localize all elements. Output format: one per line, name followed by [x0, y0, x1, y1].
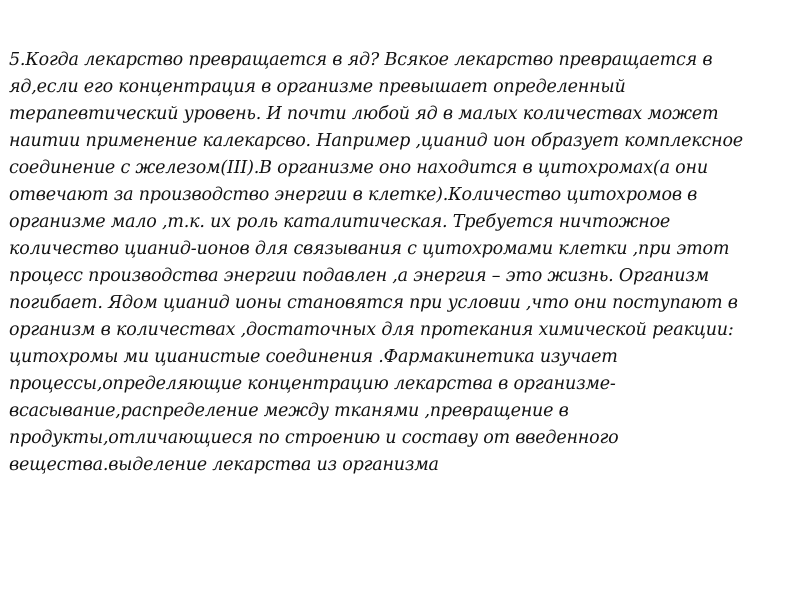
text-line-16: вещества.выделение лекарства из организма [9, 455, 439, 475]
text-line-14: всасывание,распределение между тканями ,превращение в [9, 401, 569, 421]
text-line-12: цитохромы ми цианистые соединения .Фармакинетика изучает [9, 347, 618, 367]
text-line-2: яд,если его концентрация в организме превышает определенный [9, 77, 626, 97]
text-line-11: организм в количествах ,достаточных для протекания химической реакции: [9, 320, 734, 340]
text-line-3: терапевтический уровень. И почти любой яд в малых количествах может [9, 104, 719, 124]
text-line-9: процесс производства энергии подавлен ,а энергия – это жизнь. Организм [9, 266, 709, 286]
text-line-8: количество цианид-ионов для связывания с цитохромами клетки ,при этот [9, 239, 730, 259]
text-line-10: погибает. Ядом цианид ионы становятся при условии ,что они поступают в [9, 293, 738, 313]
text-line-1: 5.Когда лекарство превращается в яд? Всякое лекарство превращается в [9, 50, 713, 70]
text-line-6: отвечают за производство энергии в клетке).Количество цитохромов в [9, 185, 698, 205]
slide-text [9, 47, 794, 479]
text-line-5: соединение с железом(III).В организме оно находится в цитохромах(а они [9, 158, 708, 178]
text-line-4: наитии применение калекарсво. Например ,цианид ион образует комплексное [9, 131, 743, 151]
text-line-7: организме мало ,т.к. их роль каталитическая. Требуется ничтожное [9, 212, 671, 232]
text-line-15: продукты,отличающиеся по строению и составу от введенного [9, 428, 619, 448]
text-line-13: процессы,определяющие концентрацию лекарства в организме- [9, 374, 616, 394]
